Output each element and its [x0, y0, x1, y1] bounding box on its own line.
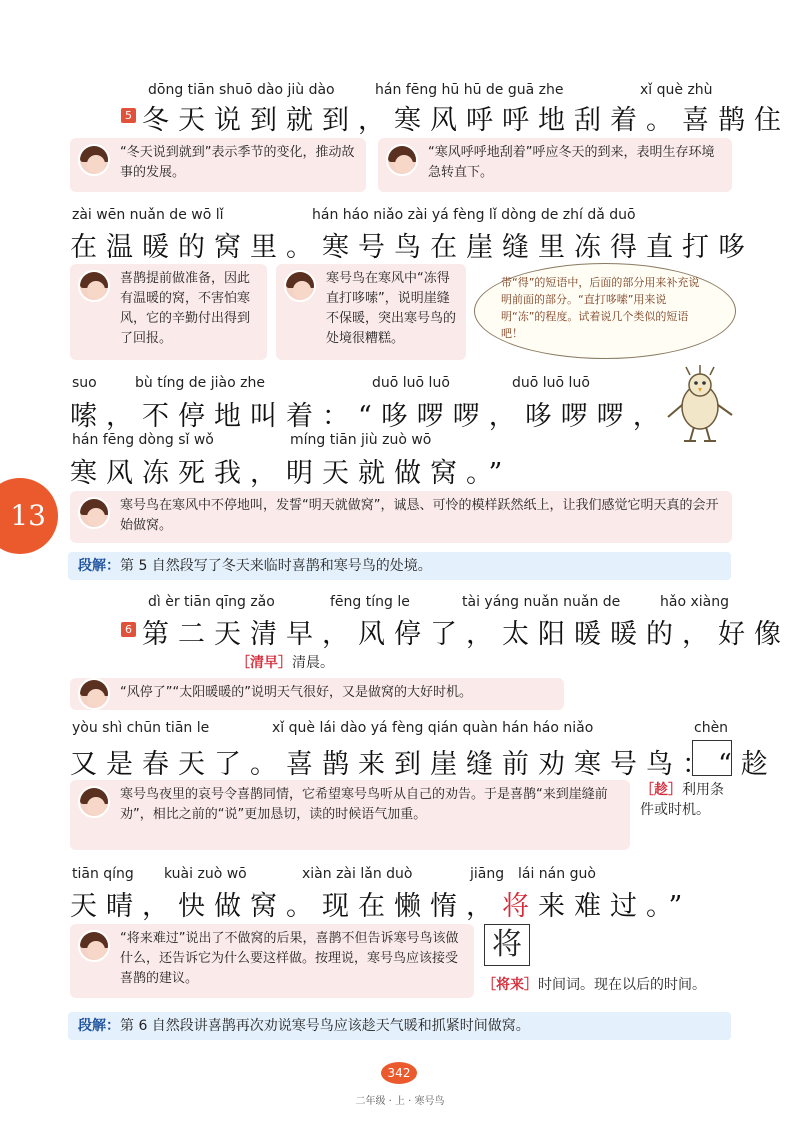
- text-line: 又是春天了。喜鹊来到崖缝前劝寒号鸟：“趁: [70, 749, 777, 780]
- pinyin: míng tiān jiù zuò wō: [290, 432, 432, 448]
- girl-avatar-icon: [78, 930, 110, 962]
- text-line: 嗦，不停地叫着：“哆啰啰，哆啰啰，: [70, 401, 669, 432]
- page-number: 342: [381, 1062, 417, 1084]
- speech-bubble-tip: 带“得”的短语中，后面的部分用来补充说明前面的部分。“直打哆嗦”用来说明“冻”的程度。试着说几个类似的短语吧！: [474, 263, 736, 359]
- pinyin: hán fēng dòng sǐ wǒ: [72, 432, 214, 448]
- text-line: 冬天说到就到，寒风呼呼地刮着。喜鹊住: [142, 105, 790, 136]
- girl-avatar-icon: [78, 678, 110, 710]
- paragraph-analysis: 段解：第 5 自然段写了冬天来临时喜鹊和寒号鸟的处境。: [68, 552, 731, 580]
- pinyin-row: [0, 375, 800, 395]
- pinyin-row: [0, 207, 800, 227]
- pinyin: hán háo niǎo zài yá fèng lǐ dòng de zhí dǎ duō: [312, 207, 636, 223]
- gloss-jianglai: ［将来］时间词。现在以后的时间。: [482, 977, 706, 993]
- text-line: 第二天清早，风停了，太阳暖暖的，好像: [142, 619, 790, 650]
- pinyin-row: [0, 720, 800, 740]
- paragraph-number: 5: [121, 108, 136, 123]
- text-line: 天晴，快做窝。现在懒惰，将来难过。”: [70, 891, 692, 922]
- gloss-chen: ［趁］利用条件或时机。: [640, 782, 724, 818]
- pinyin: zài wēn nuǎn de wō lǐ: [72, 207, 224, 223]
- page-footer: 二年级 · 上 · 寒号鸟: [355, 1096, 445, 1107]
- text-line: 寒风冻死我，明天就做窝。”: [70, 458, 512, 489]
- pinyin: suo: [72, 375, 97, 391]
- pinyin: jiāng: [470, 866, 505, 882]
- annotation-note: “将来难过”说出了不做窝的后果，喜鹊不但告诉寒号鸟该做什么，还告诉它为什么要这样做。按理说，寒号鸟应该接受喜鹊的建议。: [70, 924, 474, 998]
- pinyin: xǐ què lái dào yá fèng qián quàn hán háo niǎo: [272, 720, 594, 736]
- pinyin: duō luō luō: [512, 375, 590, 391]
- pinyin-row: [0, 594, 800, 614]
- pinyin-row: [0, 432, 800, 452]
- annotation-note: “冬天说到就到”表示季节的变化，推动故事的发展。: [70, 138, 366, 192]
- annotation-note: 寒号鸟在寒风中不停地叫，发誓“明天就做窝”，诚恳、可怜的模样跃然纸上，让我们感觉它明天真的会开始做窝。: [70, 491, 732, 543]
- pinyin: dì èr tiān qīng zǎo: [148, 594, 275, 610]
- pinyin: kuài zuò wō: [164, 866, 247, 882]
- pinyin: hán fēng hū hū de guā zhe: [375, 82, 564, 98]
- pinyin: xiàn zài lǎn duò: [302, 866, 413, 882]
- girl-avatar-icon: [78, 497, 110, 529]
- pinyin: xǐ què zhù: [640, 82, 713, 98]
- pinyin: chèn: [694, 720, 729, 736]
- highlighted-character: 将: [502, 891, 538, 922]
- annotation-note: “寒风呼呼地刮着”呼应冬天的到来，表明生存环境急转直下。: [378, 138, 732, 192]
- pinyin: dōng tiān shuō dào jiù dào: [148, 82, 335, 98]
- girl-avatar-icon: [284, 270, 316, 302]
- pinyin: bù tíng de jiào zhe: [135, 375, 265, 391]
- pinyin: fēng tíng le: [330, 594, 410, 610]
- pinyin-row: [0, 866, 800, 886]
- pinyin: hǎo xiàng: [660, 594, 729, 610]
- annotation-note: “风停了”“太阳暖暖的”说明天气很好，又是做窝的大好时机。: [70, 678, 564, 710]
- chapter-number-tab: 13: [0, 478, 58, 554]
- pinyin: duō luō luō: [372, 375, 450, 391]
- pinyin: lái nán guò: [518, 866, 596, 882]
- girl-avatar-icon: [78, 144, 110, 176]
- annotation-note: 喜鹊提前做准备，因此有温暖的窝，不害怕寒风，它的辛勤付出得到了回报。: [70, 264, 267, 360]
- pinyin: yòu shì chūn tiān le: [72, 720, 210, 736]
- text-line: 在温暖的窝里。寒号鸟在崖缝里冻得直打哆: [70, 232, 754, 263]
- paragraph-analysis: 段解：第 6 自然段讲喜鹊再次劝说寒号鸟应该趁天气暖和抓紧时间做窝。: [68, 1012, 731, 1040]
- boxed-character: 将: [484, 924, 530, 966]
- girl-avatar-icon: [78, 270, 110, 302]
- pinyin: tài yáng nuǎn nuǎn de: [462, 594, 621, 610]
- pinyin: tiān qíng: [72, 866, 134, 882]
- annotation-note: 寒号鸟夜里的哀号令喜鹊同情，它希望寒号鸟听从自己的劝告。于是喜鹊“来到崖缝前劝”，相比之前的“说”更加恳切，读的时候语气加重。: [70, 780, 630, 850]
- paragraph-number: 6: [121, 622, 136, 637]
- girl-avatar-icon: [386, 144, 418, 176]
- girl-avatar-icon: [78, 786, 110, 818]
- annotation-note: 寒号鸟在寒风中“冻得直打哆嗦”，说明崖缝不保暖，突出寒号鸟的处境很糟糕。: [276, 264, 466, 360]
- gloss-qingzao: ［清早］清晨。: [236, 655, 334, 671]
